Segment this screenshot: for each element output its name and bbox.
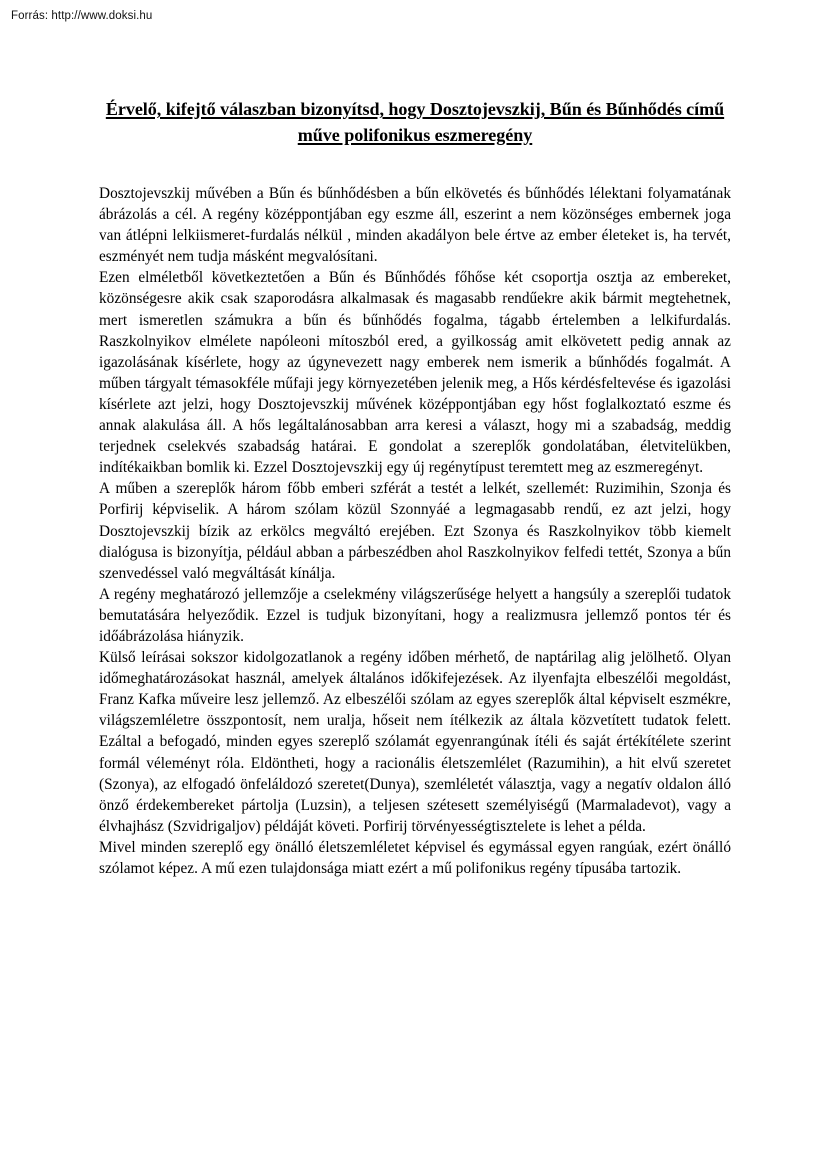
source-url-header: Forrás: http://www.doksi.hu [11,10,153,22]
document-text-column [99,96,731,879]
body-paragraph: A műben a szereplők három főbb emberi szférát a testét a lelkét, szellemét: Ruzimihin, Szonja és Porfirij képviselik. A három szólam közül Szonnyáé a legmagasabb rendű, ez azt jelzi, hogy Dosztojevszkij bízik az erkölcs megváltó erejében. Ezt Szonya és Raszkolnyikov több kiemelt dialógusa is bizonyítja, például abban a párbeszédben ahol Raszkolnyikov felfedi tettét, Szonya a bűn szenvedéssel való megváltását kínálja. [99,480,731,582]
title-spacer [99,148,731,183]
body-paragraph: A regény meghatározó jellemzője a cselekmény világszerűsége helyett a hangsúly a szereplői tudatok bemutatására helyeződik. Ezzel is tudjuk bizonyítani, hogy a realizmusra jellemző pontos tér és időábrázolása hiányzik. [99,585,731,645]
body-paragraph: Mivel minden szereplő egy önálló életszemléletet képvisel és egymással egyen rangúak, ezért önálló szólamot képez. A mű ezen tulajdonsága miatt ezért a mű polifonikus regény típusába tartozik. [99,838,731,877]
page-title: Érvelő, kifejtő válaszban bizonyítsd, hogy Dosztojevszkij, Bűn és Bűnhődés című műve polifonikus eszmeregény [105,99,725,145]
body-paragraph: Külső leírásai sokszor kidolgozatlanok a regény időben mérhető, de naptárilag alig jelölhető. Olyan időmeghatározásokat használ, amelyek általános időkifejezések. Az ilyenfajta elbeszélői megoldást, Franz Kafka műveire lesz jellemző. Az elbeszélői szólam az egyes szereplők által képviselt eszmékre, világszemléletre összpontosít, nem uralja, hőseit nem ítélkezik az általa közvetített tudatok felett. Ezáltal a befogadó, minden egyes szereplő szólamát egyenrangúnak ítéli és saját értékítélete szerint formál véleményt róla. Eldöntheti, hogy a racionális életszemlélet (Razumihin), a hit elvű szeretet (Szonya), az elfogadó önfeláldozó szeretet(Dunya), szemléletét választja, vagy a negatív oldalon álló önző érdekembereket pártolja (Luzsin), a teljesen szétesett személyiségű (Marmaladevot), vagy a élvhajhász (Szvidrigaljov) példáját követi. Porfirij törvényességtisztelete is lehet a példa. [99,649,731,835]
body-paragraph: Ezen elméletből következtetően a Bűn és Bűnhődés főhőse két csoportja osztja az embereket, közönségesre akik csak szaporodásra alkalmasak és magasabb rendűekre akik bármit megtehetnek, mert ismeretlen számukra a bűn és bűnhődés fogalma, tágabb értelemben a lelkifurdalás. Raszkolnyikov elmélete napóleoni mítoszból ered, a gyilkosság amit elkövetett pedig annak az igazolásának kísérlete, hogy az úgynevezett nagy emberek nem ismerik a bűnhődés fogalmát. A műben tárgyalt témasokféle műfaji jegy környezetében jelenik meg, a Hős kérdésfeltevése és igazolási kísérlete azt jelzi, hogy Dosztojevszkij művének középpontjában egy hőst foglalkoztató eszme és annak alakulása áll. A hős legáltalánosabban arra keresi a választ, hogy mi a szabadság, meddig terjednek cselekvés szabadság határai. E gondolat a szereplők gondolatában, életvitelükben, indítékaikban bomlik ki. Ezzel Dosztojevszkij egy új regénytípust teremtett meg az eszmeregényt. [99,269,731,477]
body-paragraph: Dosztojevszkij művében a Bűn és bűnhődésben a bűn elkövetés és bűnhődés lélektani folyamatának ábrázolás a cél. A regény középpontjában egy eszme áll, eszerint a nem közönséges embernek joga van átlépni lelkiismeret-furdalás nélkül , minden akadályon bele értve az ember életeket is, ha tervét, eszményét nem tudja másként megvalósítani. [99,185,731,266]
